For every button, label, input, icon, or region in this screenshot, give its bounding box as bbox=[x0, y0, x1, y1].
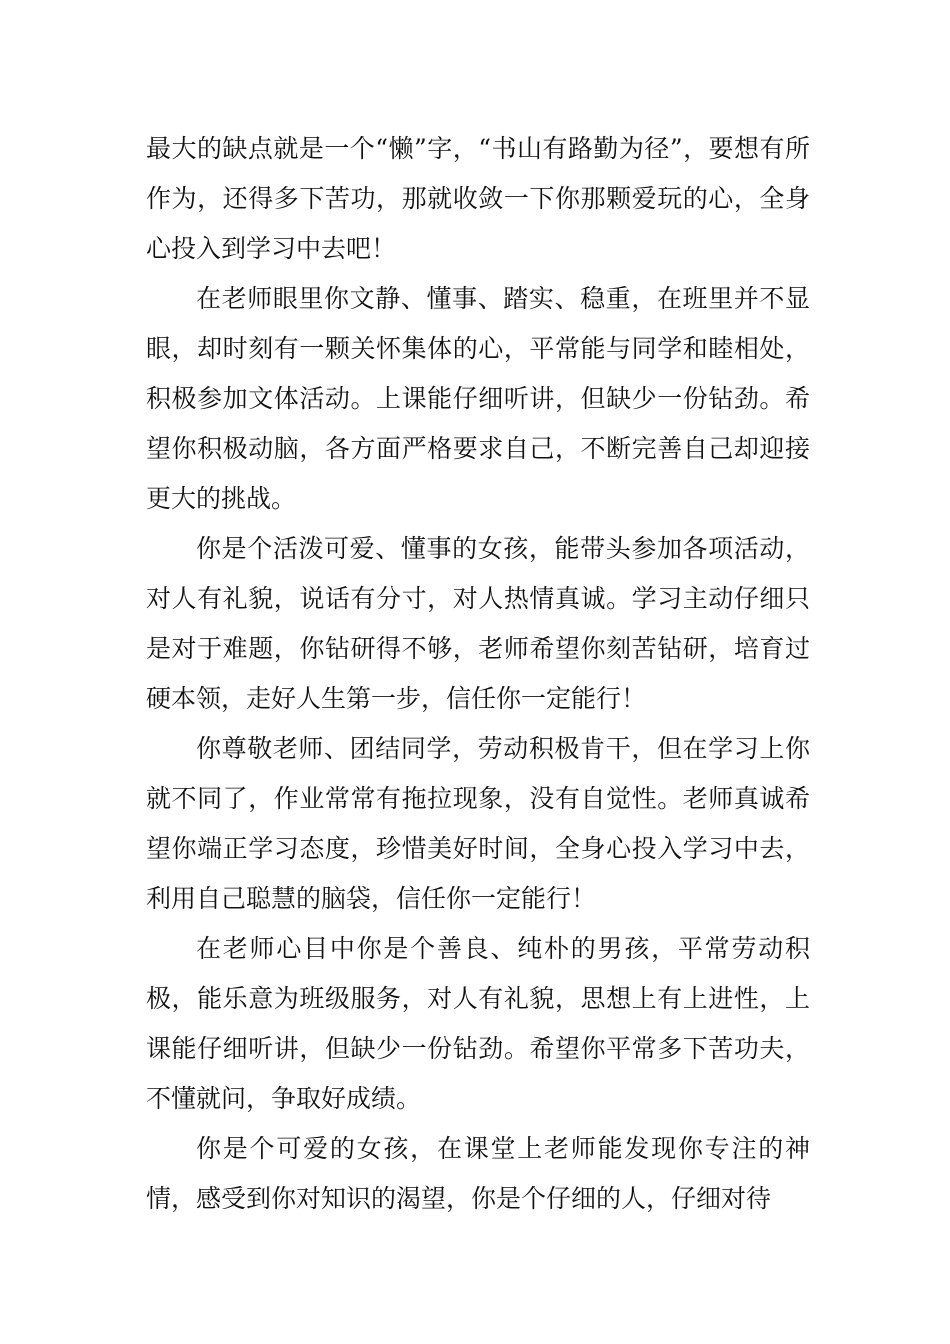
paragraph-6: 你是个可爱的女孩，在课堂上老师能发现你专注的神情，感受到你对知识的渴望，你是个仔细的人，仔细对待 bbox=[146, 1134, 810, 1213]
paragraph-5: 在老师心目中你是个善良、纯朴的男孩，平常劳动积极，能乐意为班级服务，对人有礼貌，思想上有上进性，上课能仔细听讲，但缺少一份钻劲。希望你平常多下苦功夫，不懂就问，争取好成绩。 bbox=[146, 934, 810, 1113]
paragraph-4: 你尊敬老师、团结同学，劳动积极肯干，但在学习上你就不同了，作业常常有拖拉现象，没有自觉性。老师真诚希望你端正学习态度，珍惜美好时间，全身心投入学习中去，利用自己聪慧的脑袋，信任你一定能行！ bbox=[146, 734, 810, 913]
paragraph-3: 你是个活泼可爱、懂事的女孩，能带头参加各项活动，对人有礼貌，说话有分寸，对人热情真诚。学习主动仔细只是对于难题，你钻研得不够，老师希望你刻苦钻研，培育过硬本领，走好人生第一步，信任你一定能行！ bbox=[146, 534, 810, 713]
paragraph-2: 在老师眼里你文静、懂事、踏实、稳重，在班里并不显眼，却时刻有一颗关怀集体的心，平常能与同学和睦相处，积极参加文体活动。上课能仔细听讲，但缺少一份钻劲。希望你积极动脑，各方面严格要求自己，不断完善自己却迎接更大的挑战。 bbox=[146, 284, 810, 513]
paragraph-1: 最大的缺点就是一个“懒”字，“书山有路勤为径”，要想有所作为，还得多下苦功，那就收敛一下你那颗爱玩的心，全身心投入到学习中去吧！ bbox=[146, 134, 810, 263]
document-page bbox=[146, 124, 810, 1224]
